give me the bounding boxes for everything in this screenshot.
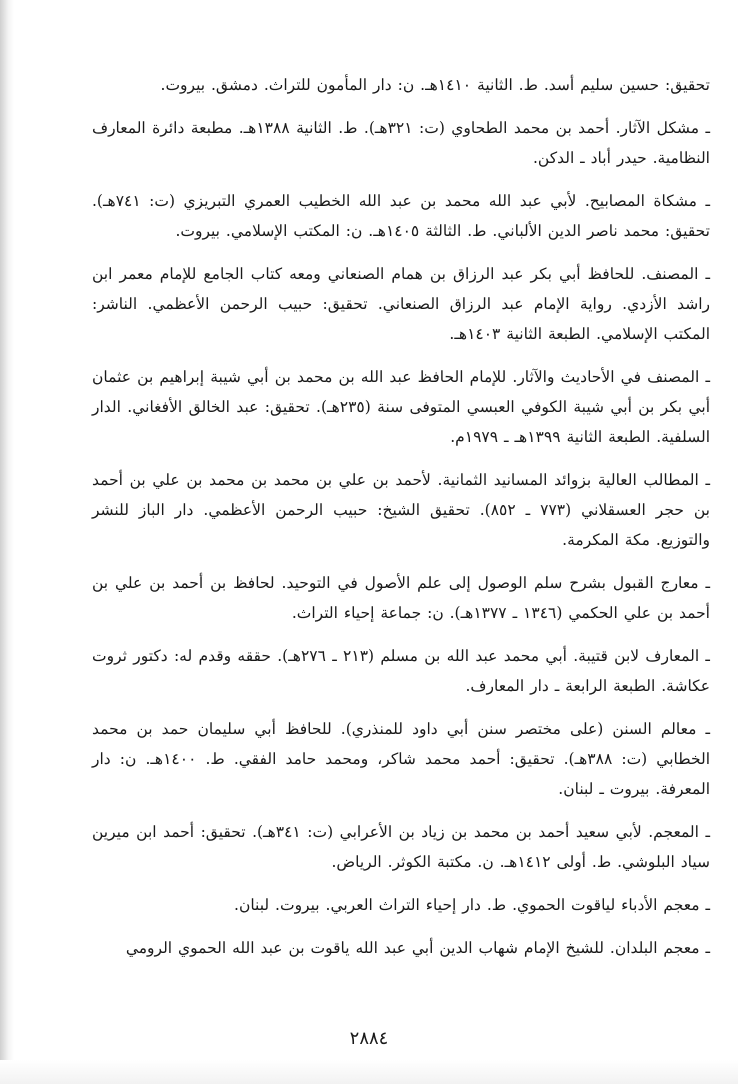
bibliography-entry: ـ معالم السنن (على مختصر سنن أبي داود للمنذري). للحافظ أبي سليمان حمد بن محمد الخطابي (ت: ٣٨٨هـ). تحقيق: أحمد محمد شاكر، ومحمد حامد الفقي. ط. ١٤٠٠هـ. ن: دار المعرفة. بيروت ـ لبنان. — [92, 720, 711, 798]
bibliography-entry: ـ معارج القبول بشرح سلم الوصول إلى علم الأصول في التوحيد. لحافظ بن أحمد بن علي بن أحمد بن علي الحكمي (١٣٤٦ ـ ١٣٧٧هـ). ن: جماعة إحياء التراث. — [92, 574, 710, 622]
bibliography-entry: ـ معجم الأدباء لياقوت الحموي. ط. دار إحياء التراث العربي. بيروت. لبنان. — [234, 896, 710, 914]
scan-shadow-bottom — [0, 1060, 738, 1084]
bibliography-entry: تحقيق: حسين سليم أسد. ط. الثانية ١٤١٠هـ. ن: دار المأمون للتراث. دمشق. بيروت. — [160, 76, 710, 94]
bibliography-entry: ـ المطالب العالية بزوائد المسانيد الثمانية. لأحمد بن علي بن محمد بن محمد بن علي بن أحمد بن حجر العسقلاني (٧٧٣ ـ ٨٥٢). تحقيق الشيخ: حبيب الرحمن الأعظمي. دار الباز للنشر والتوزيع. مكة المكرمة. — [92, 471, 710, 549]
bibliography-entry: ـ المعارف لابن قتيبة. أبي محمد عبد الله بن مسلم (٢١٣ ـ ٢٧٦هـ). حققه وقدم له: دكتور ثروت عكاشة. الطبعة الرابعة ـ دار المعارف. — [92, 647, 710, 695]
bibliography-entry: ـ مشكاة المصابيح. لأبي عبد الله محمد بن عبد الله الخطيب العمري التبريزي (ت: ٧٤١هـ). تحقيق: محمد ناصر الدين الألباني. ط. الثالثة ١٤٠٥هـ. ن: المكتب الإسلامي. بيروت. — [92, 192, 710, 240]
bibliography-entry: ـ مشكل الآثار. أحمد بن محمد الطحاوي (ت: ٣٢١هـ). ط. الثانية ١٣٨٨هـ. مطبعة دائرة المعارف النظامية. حيدر أباد ـ الدكن. — [92, 119, 710, 167]
scan-shadow-left — [0, 0, 14, 1084]
bibliography-entry: ـ المصنف في الأحاديث والآثار. للإمام الحافظ عبد الله بن محمد بن أبي شيبة إبراهيم بن عثمان أبي بكر بن أبي شيبة الكوفي العبسي المتوفى سنة (٢٣٥هـ). تحقيق: عبد الخالق الأفغاني. الدار السلفية. الطبعة الثانية ١٣٩٩هـ ـ ١٩٧٩م. — [92, 368, 710, 446]
bibliography-entry: ـ المعجم. لأبي سعيد أحمد بن محمد بن زياد بن الأعرابي (ت: ٣٤١هـ). تحقيق: أحمد ابن ميرين سياد البلوشي. ط. أولى ١٤١٢هـ. ن. مكتبة الكوثر. الرياض. — [92, 823, 711, 871]
bibliography-entry: ـ المصنف. للحافظ أبي بكر عبد الرزاق بن همام الصنعاني ومعه كتاب الجامع للإمام معمر ابن راشد الأزدي. رواية الإمام عبد الرزاق الصنعاني. تحقيق: حبيب الرحمن الأعظمي. الناشر: المكتب الإسلامي. الطبعة الثانية ١٤٠٣هـ. — [92, 265, 710, 343]
bibliography-entry: ـ معجم البلدان. للشيخ الإمام شهاب الدين أبي عبد الله ياقوت بن عبد الله الحموي الرومي — [125, 939, 710, 957]
page-number: ٢٨٨٤ — [349, 1028, 389, 1049]
bibliography-list — [92, 70, 710, 976]
